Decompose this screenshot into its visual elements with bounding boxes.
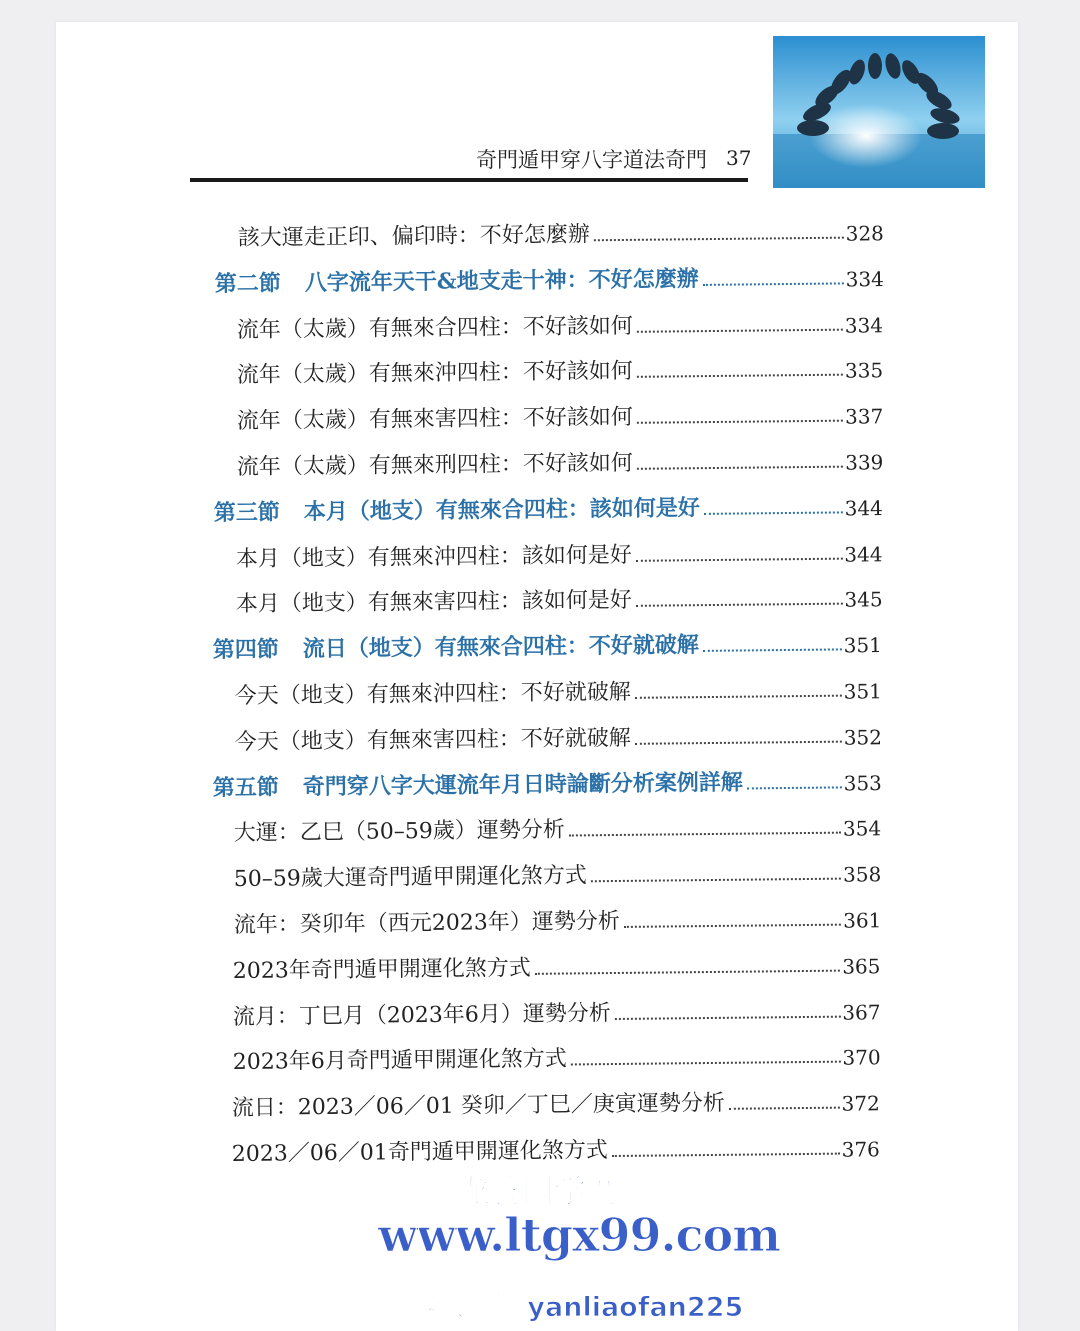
toc-dot-leader [635, 603, 842, 607]
toc-page-number: 372 [841, 1091, 881, 1116]
toc-label-text: 八字流年天干&地支走十神：不好怎麼辦 [304, 265, 699, 296]
toc-section-number: 第五節 [212, 773, 279, 801]
toc-page-number: 370 [841, 1045, 881, 1071]
toc-label [232, 1086, 725, 1122]
toc-entry [234, 807, 882, 848]
running-header-title: 奇門遁甲穿八字道法奇門 [476, 148, 707, 172]
toc-entry [236, 532, 883, 573]
toc-page-number: 345 [843, 587, 883, 613]
toc-label [233, 951, 531, 985]
toc-label [213, 628, 699, 664]
toc-label [233, 996, 611, 1031]
toc-label-text: 今天（地支）有無來害四柱：不好就破解 [234, 725, 631, 755]
toc-entry [233, 898, 881, 939]
toc-dot-leader [635, 740, 842, 744]
toc-entry [232, 1036, 880, 1077]
toc-label [235, 675, 631, 710]
toc-label-text: 今天（地支）有無來沖四柱：不好就破解 [234, 679, 631, 710]
toc-entry [237, 303, 884, 344]
toc-entry [233, 852, 881, 893]
toc-page-number: 351 [843, 679, 882, 704]
toc-section-number: 第三節 [213, 499, 280, 526]
toc-dot-leader [591, 878, 841, 883]
toc-dot-leader [637, 374, 843, 378]
toc-entry [238, 211, 884, 252]
toc-label-text: 流年（太歲）有無來沖四柱：不好該如何 [236, 359, 634, 389]
toc-page-number: 361 [842, 908, 881, 933]
toc-label-text: 奇門穿八字大運流年月日時論斷分析案例詳解 [302, 769, 743, 800]
toc-label [232, 1133, 608, 1168]
toc-dot-leader [612, 1153, 840, 1157]
toc-label-text: 2023年奇門遁甲開運化煞方式 [232, 955, 532, 984]
toc-page-number: 344 [844, 495, 883, 521]
toc-label-text: 流月：丁巳月（2023年6月）運勢分析 [232, 1000, 611, 1030]
toc-label [236, 446, 632, 481]
toc-label-text: 流年（太歲）有無來害四柱：不好該如何 [236, 405, 633, 435]
toc-dot-leader [570, 1061, 840, 1066]
toc-label-text: 2023／06／01奇門遁甲開運化煞方式 [231, 1138, 608, 1167]
toc-entry [234, 715, 881, 756]
toc-page-number: 365 [842, 954, 881, 979]
toc-label [238, 217, 590, 252]
toc-label-text: 流日：2023／06／01 癸卯／丁巳／庚寅運勢分析 [232, 1091, 726, 1122]
toc-page-number: 344 [844, 541, 883, 567]
toc-dot-leader [636, 557, 842, 561]
toc-label [233, 858, 586, 893]
toc-page-number: 335 [844, 358, 884, 384]
toc-label [214, 262, 698, 298]
toc-page-number: 328 [845, 221, 884, 246]
toc-section-number: 第二節 [214, 270, 281, 297]
toc-dot-leader [636, 466, 842, 470]
toc-entry [236, 440, 883, 481]
toc-entry [236, 394, 883, 435]
toc-dot-leader [635, 695, 842, 699]
toc-page-number: 376 [841, 1137, 880, 1162]
toc-label-text: 本月（地支）有無來害四柱：該如何是好 [235, 588, 632, 618]
toc-page-number: 353 [843, 770, 882, 795]
toc-entry [237, 349, 884, 390]
toc-label [236, 400, 632, 435]
toc-label-text: 本月（地支）有無來沖四柱：該如何是好 [235, 542, 632, 572]
toc-label-text: 2023年6月奇門遁甲開運化煞方式 [232, 1046, 567, 1076]
toc-label-text: 流日（地支）有無來合四柱：不好就破解 [302, 632, 700, 663]
toc-dot-leader [746, 786, 841, 789]
toc-dot-leader [569, 832, 841, 837]
toc-page-number: 351 [843, 633, 883, 658]
toc-section-heading [213, 623, 882, 664]
toc-section-heading [214, 257, 883, 298]
toc-entry [232, 1127, 880, 1168]
toc-dot-leader [637, 328, 843, 332]
toc-page-number: 354 [842, 816, 882, 842]
toc-page-number: 337 [844, 404, 884, 429]
toc-page-number: 334 [845, 266, 884, 292]
toc-dot-leader [594, 237, 844, 242]
toc-dot-leader [703, 649, 842, 652]
toc-section-number: 第四節 [212, 636, 280, 664]
toc-label [232, 1042, 566, 1076]
toc-page-number: 334 [845, 312, 884, 338]
watermark-site-name: 龙腾国学网 [458, 1172, 619, 1210]
toc-section-heading [213, 486, 882, 527]
toc-entry [233, 990, 881, 1031]
toc-dot-leader [637, 420, 843, 424]
toc-dot-leader [535, 969, 840, 974]
toc-page-number: 352 [843, 725, 882, 750]
toc-label-text: 50–59歲大運奇門遁甲開運化煞方式 [233, 863, 587, 893]
toc-label [234, 813, 565, 847]
toc-label [213, 491, 699, 527]
toc-section-heading [212, 761, 881, 802]
toc-label-text: 流年（太歲）有無來刑四柱：不好該如何 [236, 450, 633, 481]
toc-label-text: 流年（太歲）有無來合四柱：不好該如何 [237, 313, 634, 343]
toc-label [237, 308, 633, 343]
toc-label [236, 537, 632, 572]
toc-dot-leader [623, 924, 840, 928]
toc-label-text: 流年：癸卯年（西元2023年）運勢分析 [233, 908, 620, 939]
toc-entry [235, 669, 882, 710]
watermark-url: www.ltgx99.com [378, 1208, 780, 1262]
toc-label-text: 本月（地支）有無來合四柱：該如何是好 [303, 494, 700, 525]
running-header-page-number: 37 [726, 146, 752, 170]
toc-dot-leader [729, 1107, 840, 1110]
toc-label [235, 583, 631, 618]
toc-page-number: 358 [842, 862, 882, 887]
toc-page-number: 367 [842, 999, 881, 1025]
toc-entry [235, 578, 882, 619]
toc-dot-leader [704, 511, 843, 514]
toc-label-text: 該大運走正印、偏印時：不好怎麼辦 [237, 222, 590, 252]
toc-dot-leader [703, 282, 844, 285]
toc-label-text: 大運：乙巳（50–59歲）運勢分析 [233, 817, 566, 847]
toc-entry [233, 944, 881, 985]
watermark-contact: 客服微信 yanliaofan225 [410, 1292, 744, 1323]
toc-dot-leader [615, 1015, 841, 1019]
toc-label [233, 904, 619, 939]
toc-page-number: 339 [844, 450, 883, 475]
toc-label [212, 765, 742, 802]
toc-entry [232, 1081, 880, 1122]
toc-label [234, 721, 630, 756]
toc-label [237, 354, 633, 389]
